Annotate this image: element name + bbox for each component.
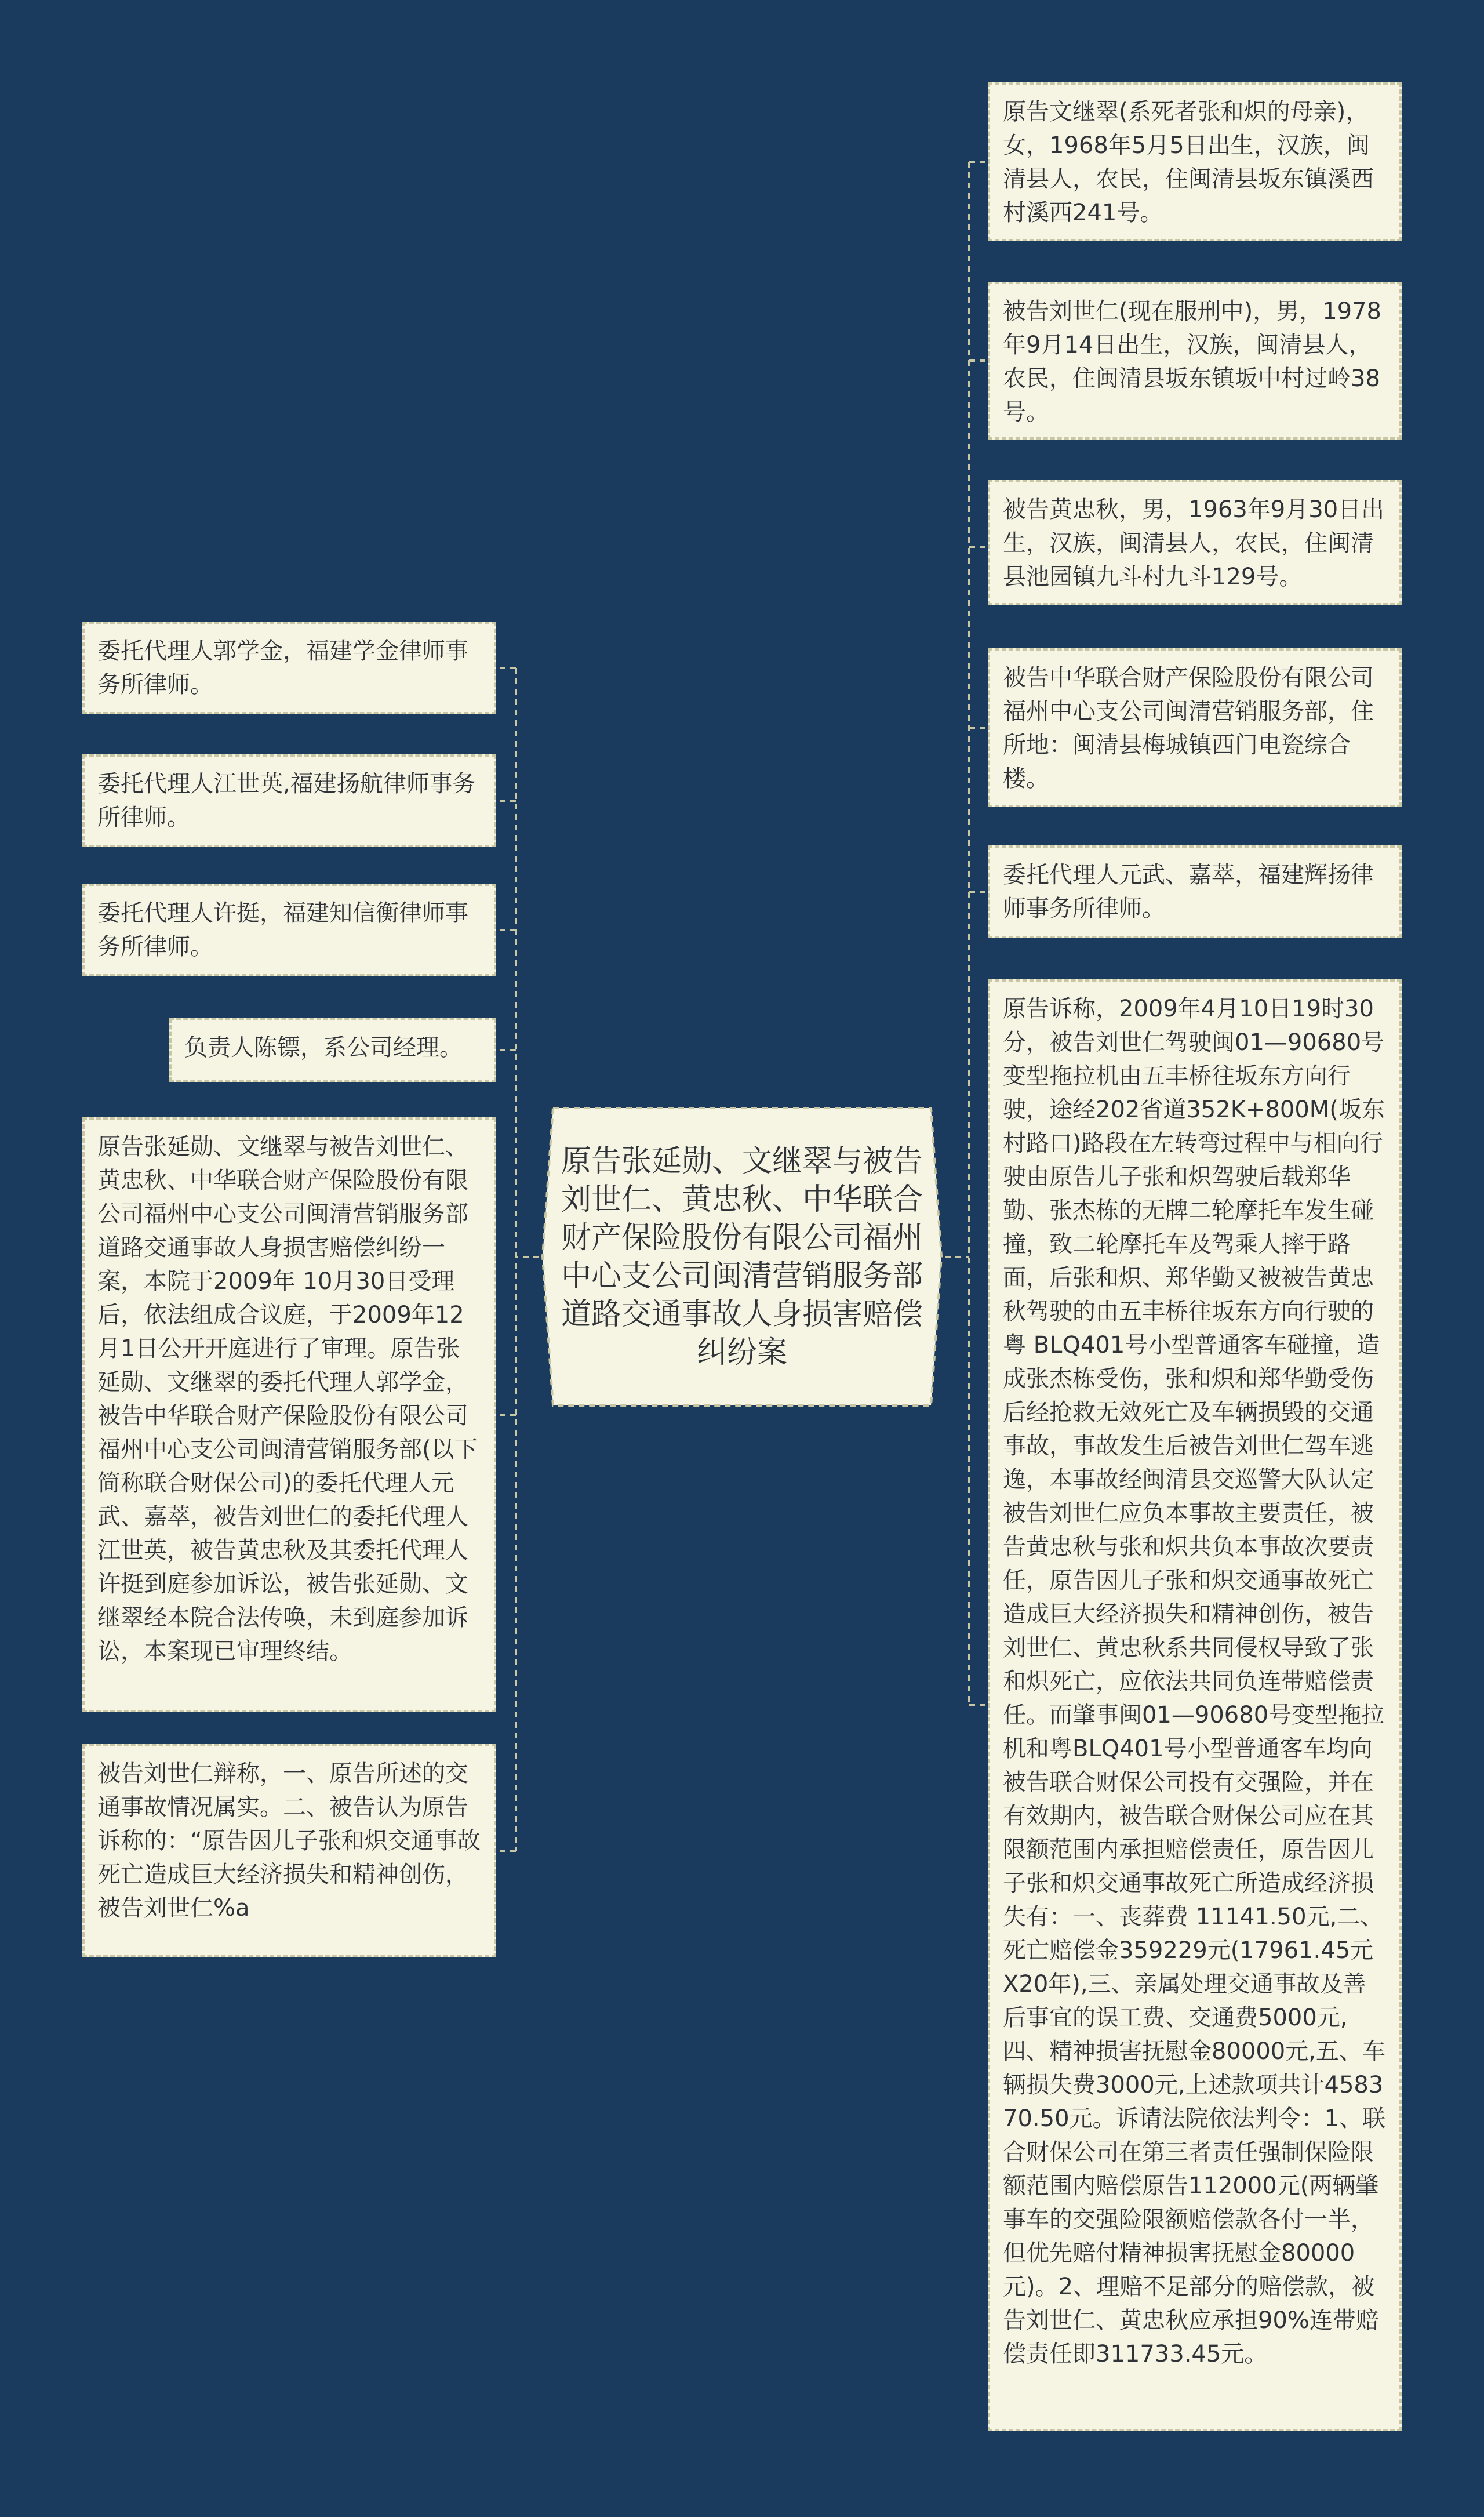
left-node-defense-liu[interactable]: 被告刘世仁辩称，一、原告所述的交通事故情况属实。二、被告认为原告诉称的：“原告因儿子张和炽交通事故死亡造成巨大经济损失和精神创伤，被告刘世仁%a [82,1744,496,1957]
left-node-case-summary[interactable]: 原告张延勋、文继翠与被告刘世仁、黄忠秋、中华联合财产保险股份有限公司福州中心支公司闽清营销服务部道路交通事故人身损害赔偿纠纷一案，本院于2009年 10月30日受理后，依法组成合议庭，于2009年12月1日公开开庭进行了审理。原告张延勋、文继翠的委托代理人郭学金，被告中华联合财产保险股份有限公司福州中心支公司闽清营销服务部(以下简称联合财保公司)的委托代理人元武、嘉萃，被告刘世仁的委托代理人江世英，被告黄忠秋及其委托代理人许挺到庭参加诉讼，被告张延勋、文继翠经本院合法传唤，未到庭参加诉讼，本案现已审理终结。 [82,1117,496,1712]
right-node-plaintiff-claim[interactable]: 原告诉称，2009年4月10日19时30分，被告刘世仁驾驶闽01—90680号变型拖拉机由五丰桥往坂东方向行驶，途经202省道352K+800M(坂东村路口)路段在左转弯过程中与相向行驶由原告儿子张和炽驾驶后载郑华勤、张杰栋的无牌二轮摩托车发生碰撞，致二轮摩托车及驾乘人摔于路面，后张和炽、郑华勤又被被告黄忠秋驾驶的由五丰桥往坂东方向行驶的粤 BLQ401号小型普通客车碰撞，造成张杰栋受伤，张和炽和郑华勤受伤后经抢救无效死亡及车辆损毁的交通事故，事故发生后被告刘世仁驾车逃逸，本事故经闽清县交巡警大队认定被告刘世仁应负本事故主要责任，被告黄忠秋与张和炽共负本事故次要责任，原告因儿子张和炽交通事故死亡造成巨大经济损失和精神创伤，被告刘世仁、黄忠秋系共同侵权导致了张和炽死亡，应依法共同负连带赔偿责任。而肇事闽01—90680号变型拖拉机和粤BLQ401号小型普通客车均向被告联合财保公司投有交强险，并在有效期内，被告联合财保公司应在其限额范围内承担赔偿责任，原告因儿子张和炽交通事故死亡所造成经济损失有：一、丧葬费 11141.50元,二、死亡赔偿金359229元(17961.45元X20年),三、亲属处理交通事故及善后事宜的误工费、交通费5000元,四、精神损害抚慰金80000元,五、车辆损失费3000元,上述款项共计458370.50元。诉请法院依法判令：1、联合财保公司在第三者责任强制保险限额范围内赔偿原告112000元(两辆肇事车的交强险限额赔偿款各付一半，但优先赔付精神损害抚慰金80000元)。2、理赔不足部分的赔偿款，被告刘世仁、黄忠秋应承担90%连带赔偿责任即311733.45元。 [988,979,1402,2431]
left-node-xu-ting[interactable]: 委托代理人许挺，福建知信衡律师事务所律师。 [82,884,496,976]
right-node-liu-shiren[interactable]: 被告刘世仁(现在服刑中)，男，1978年9月14日出生，汉族，闽清县人，农民，住闽清县坂东镇坂中村过岭38号。 [988,282,1402,440]
left-node-jiang-shiying[interactable]: 委托代理人江世英,福建扬航律师事务所律师。 [82,754,496,847]
left-node-guo-xuejin[interactable]: 委托代理人郭学金，福建学金律师事务所律师。 [82,622,496,714]
root-topic[interactable] [539,1105,945,1409]
left-node-chen-biao[interactable]: 负责人陈镖，系公司经理。 [169,1018,496,1082]
right-node-wen-jicui[interactable]: 原告文继翠(系死者张和炽的母亲)，女，1968年5月5日出生，汉族，闽清县人，农民，住闽清县坂东镇溪西村溪西241号。 [988,82,1402,241]
right-node-huang-zhongqiu[interactable]: 被告黄忠秋，男，1963年9月30日出生，汉族，闽清县人，农民，住闽清县池园镇九斗村九斗129号。 [988,480,1402,605]
right-node-insurance-company[interactable]: 被告中华联合财产保险股份有限公司福州中心支公司闽清营销服务部，住所地：闽清县梅城镇西门电瓷综合楼。 [988,648,1402,807]
right-node-yuan-wu[interactable]: 委托代理人元武、嘉萃，福建辉扬律师事务所律师。 [988,845,1402,938]
root-topic-text: 原告张延勋、文继翠与被告刘世仁、黄忠秋、中华联合财产保险股份有限公司福州中心支公司闽清营销服务部道路交通事故人身损害赔偿纠纷案 [561,1143,923,1370]
